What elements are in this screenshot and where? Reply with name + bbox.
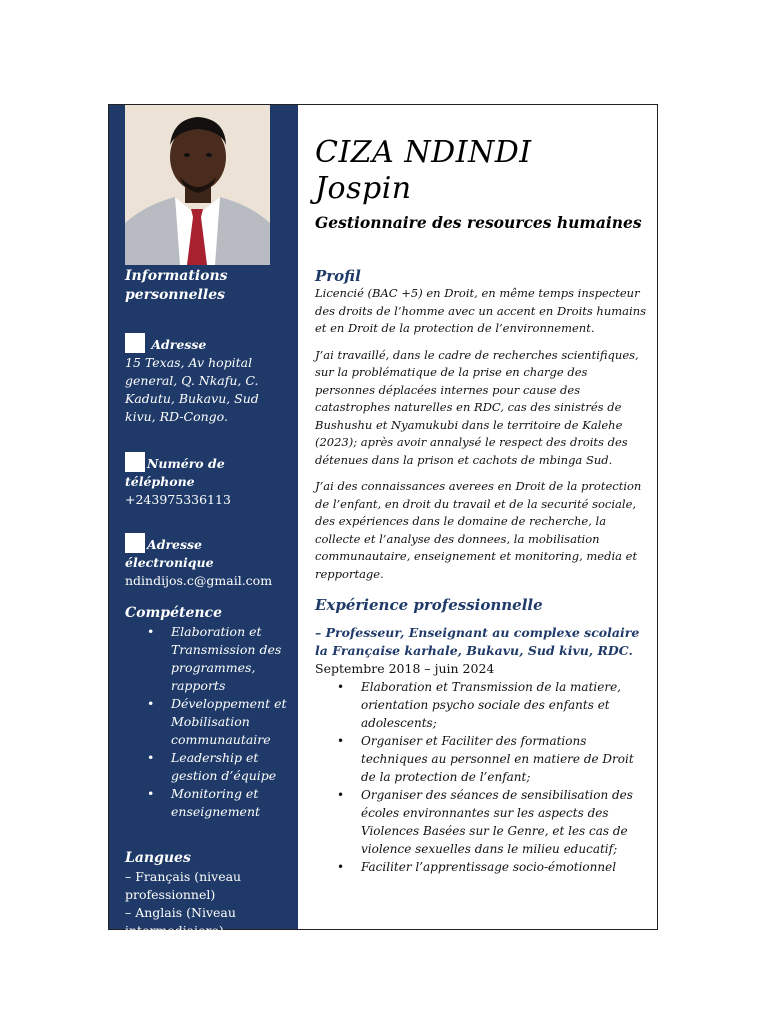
list-item: • Monitoring et enseignement bbox=[171, 785, 290, 821]
email-block bbox=[125, 533, 290, 590]
list-item: • Organiser et Faciliter des formations techniques au personnel en matiere de Droit de la protection de l’enfant; bbox=[361, 732, 651, 786]
experience-job-title: – Professeur, Enseignant au complexe scolaire la Française karhale, Bukavu, Sud kivu, RDC. bbox=[315, 625, 640, 658]
experience-dates: Septembre 2018 – juin 2024 bbox=[315, 661, 495, 676]
profile-photo bbox=[125, 105, 270, 265]
list-item: • Faciliter l’apprentissage socio-émotionnel bbox=[361, 858, 651, 876]
list-item: • Développement et Mobilisation communautaire bbox=[171, 695, 290, 749]
location-icon bbox=[125, 333, 145, 353]
profile-paragraph: Licencié (BAC +5) en Droit, en même temps inspecteur des droits de l’homme avec un accent en Droits humains et en Droit de la protection de l’environnement. bbox=[315, 286, 646, 335]
phone-icon bbox=[125, 452, 145, 472]
list-item: • Elaboration et Transmission de la matiere, orientation psycho sociale des enfants et adolescents; bbox=[361, 678, 651, 732]
phone-block bbox=[125, 452, 290, 509]
name-line-2: Jospin bbox=[315, 171, 412, 206]
language-item: – Français (niveau professionnel) bbox=[125, 869, 242, 902]
phone-value: +243975336113 bbox=[125, 492, 231, 507]
experience-heading: Expérience professionnelle bbox=[315, 596, 543, 614]
candidate-name bbox=[315, 135, 532, 207]
info-heading: Informations personnelles bbox=[125, 268, 228, 303]
email-label: Adresse électronique bbox=[125, 537, 214, 570]
email-value: ndindijos.c@gmail.com bbox=[125, 573, 273, 588]
portrait-illustration bbox=[125, 105, 270, 265]
profile-paragraph: J’ai travaillé, dans le cadre de recherches scientifiques, sur la problématique de la prise en charge des personnes déplacées internes pour cause des catastrophes naturelles en RDC, cas des sinistrés de Bushushu et Nyamukubi dans le territoire de Kalehe (2023); après avoir annalysé le respect des droits des détenues dans la prison et cachots de mbinga Sud. bbox=[315, 347, 639, 467]
profile-paragraph: J’ai des connaissances averees en Droit de la protection de l’enfant, en droit du travail et de la securité sociale, des expériences dans le domaine de recherche, la collecte et l’analyse des donnees, la mobilisation communautaire, enseignement et monitoring, media et repportage. bbox=[315, 479, 642, 581]
profile-section bbox=[315, 267, 651, 876]
phone-label: Numéro de téléphone bbox=[125, 456, 225, 489]
languages-heading: Langues bbox=[125, 850, 191, 866]
address-block bbox=[125, 333, 290, 426]
language-item: – Anglais (Niveau intermediaiere) bbox=[125, 905, 236, 938]
list-item: • Leadership et gestion d’équipe bbox=[171, 749, 290, 785]
skills-list bbox=[125, 623, 290, 821]
address-label: Adresse bbox=[151, 337, 207, 352]
cv-page bbox=[108, 104, 658, 938]
experience-tasks bbox=[315, 678, 651, 876]
list-item: • Elaboration et Transmission des programmes, rapports bbox=[171, 623, 290, 695]
job-title: Gestionnaire des resources humaines bbox=[315, 213, 642, 232]
address-value: 15 Texas, Av hopital general, Q. Nkafu, C. Kadutu, Bukavu, Sud kivu, RD-Congo. bbox=[125, 355, 259, 424]
email-icon bbox=[125, 533, 145, 553]
name-line-1: CIZA NDINDI bbox=[315, 135, 532, 170]
list-item: • Organiser des séances de sensibilisation des écoles environnantes sur les aspects des Violences Basées sur le Genre, et les cas de violence sexuelles dans le milieu educatif; bbox=[361, 786, 651, 858]
profile-heading: Profil bbox=[315, 267, 361, 285]
sidebar-content bbox=[125, 267, 290, 940]
skills-heading: Compétence bbox=[125, 605, 222, 621]
sidebar bbox=[109, 105, 298, 938]
